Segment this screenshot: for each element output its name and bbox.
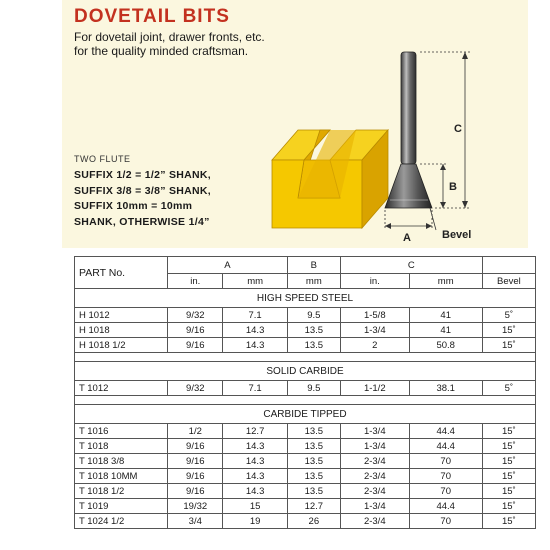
subheader-cell: mm xyxy=(287,274,340,289)
table-cell: 5˚ xyxy=(482,308,535,323)
table-cell: 1-3/4 xyxy=(340,424,409,439)
table-cell: 14.3 xyxy=(223,469,287,484)
table-cell: 9/32 xyxy=(168,308,223,323)
table-row xyxy=(75,514,536,529)
table-header-row xyxy=(75,257,536,274)
column-header-a: A xyxy=(168,257,288,274)
table-cell: 7.1 xyxy=(223,308,287,323)
column-header-b: B xyxy=(287,257,340,274)
table-cell: 9/16 xyxy=(168,484,223,499)
table-cell: 5˚ xyxy=(482,381,535,396)
product-description: For dovetail joint, drawer fronts, etc. for the quality minded craftsman. xyxy=(74,30,265,58)
table-cell: 9.5 xyxy=(287,308,340,323)
table-cell: 12.7 xyxy=(287,499,340,514)
section-heading-row xyxy=(75,405,536,424)
table-cell: 15˚ xyxy=(482,424,535,439)
part-number-cell: T 1016 xyxy=(75,424,168,439)
table-cell: 2-3/4 xyxy=(340,469,409,484)
flute-note: TWO FLUTE xyxy=(74,154,131,164)
table-cell: 1/2 xyxy=(168,424,223,439)
table-cell: 70 xyxy=(409,484,482,499)
table-cell: 9.5 xyxy=(287,381,340,396)
subheader-cell: Bevel xyxy=(482,274,535,289)
part-number-cell: T 1019 xyxy=(75,499,168,514)
table-cell: 1-1/2 xyxy=(340,381,409,396)
table-cell: 9/16 xyxy=(168,338,223,353)
router-bit-icon xyxy=(385,52,432,208)
bevel-label: Bevel xyxy=(442,229,472,241)
column-header-c: C xyxy=(340,257,482,274)
subheader-cell: in. xyxy=(340,274,409,289)
table-cell: 14.3 xyxy=(223,338,287,353)
section-spacer xyxy=(75,353,536,362)
section-heading: HIGH SPEED STEEL xyxy=(75,289,536,308)
suffix-notes xyxy=(74,168,211,230)
table-row xyxy=(75,338,536,353)
table-cell: 9/16 xyxy=(168,439,223,454)
table-row xyxy=(75,469,536,484)
table-cell: 15˚ xyxy=(482,514,535,529)
table-cell: 13.5 xyxy=(287,469,340,484)
table-row xyxy=(75,499,536,514)
table-cell: 15˚ xyxy=(482,323,535,338)
table-row xyxy=(75,424,536,439)
suffix-line: SUFFIX 1/2 = 1/2” SHANK, xyxy=(74,169,212,181)
table-cell: 2-3/4 xyxy=(340,514,409,529)
table-cell: 38.1 xyxy=(409,381,482,396)
table-row xyxy=(75,308,536,323)
table-cell: 70 xyxy=(409,514,482,529)
table-cell: 14.3 xyxy=(223,323,287,338)
table-cell: 41 xyxy=(409,323,482,338)
table-cell: 13.5 xyxy=(287,424,340,439)
table-cell: 1-3/4 xyxy=(340,323,409,338)
table-cell: 2-3/4 xyxy=(340,484,409,499)
wood-block xyxy=(272,130,388,228)
table-cell: 70 xyxy=(409,454,482,469)
table-cell: 13.5 xyxy=(287,338,340,353)
table-cell: 1-3/4 xyxy=(340,439,409,454)
table-row xyxy=(75,484,536,499)
part-number-cell: H 1012 xyxy=(75,308,168,323)
table-row xyxy=(75,323,536,338)
column-header-blank xyxy=(482,257,535,274)
table-cell: 44.4 xyxy=(409,424,482,439)
suffix-line: SHANK, OTHERWISE 1/4” xyxy=(74,215,210,228)
column-header-part: PART No. xyxy=(75,257,168,289)
part-number-cell: T 1024 1/2 xyxy=(75,514,168,529)
table-cell: 2-3/4 xyxy=(340,454,409,469)
table-cell: 15˚ xyxy=(482,338,535,353)
suffix-line: SUFFIX 3/8 = 3/8” SHANK, xyxy=(74,184,212,197)
table-cell: 9/16 xyxy=(168,454,223,469)
table-cell: 1-5/8 xyxy=(340,308,409,323)
table-row xyxy=(75,454,536,469)
table-cell: 15˚ xyxy=(482,454,535,469)
part-number-cell: H 1018 1/2 xyxy=(75,338,168,353)
table-cell: 50.8 xyxy=(409,338,482,353)
section-heading-row xyxy=(75,289,536,308)
table-cell: 15˚ xyxy=(482,484,535,499)
suffix-line: SUFFIX 10mm = 10mm xyxy=(74,200,193,212)
section-heading: SOLID CARBIDE xyxy=(75,362,536,381)
table-cell: 15˚ xyxy=(482,439,535,454)
part-number-cell: H 1018 xyxy=(75,323,168,338)
table-cell: 13.5 xyxy=(287,484,340,499)
table-cell: 13.5 xyxy=(287,454,340,469)
part-number-cell: T 1018 10MM xyxy=(75,469,168,484)
table-cell: 19/32 xyxy=(168,499,223,514)
table-cell: 7.1 xyxy=(223,381,287,396)
subheader-cell: mm xyxy=(409,274,482,289)
table-row xyxy=(75,381,536,396)
table-cell: 1-3/4 xyxy=(340,499,409,514)
part-number-cell: T 1012 xyxy=(75,381,168,396)
specifications-table xyxy=(74,256,536,529)
table-cell: 12.7 xyxy=(223,424,287,439)
table-cell: 13.5 xyxy=(287,439,340,454)
table-cell: 44.4 xyxy=(409,439,482,454)
table-row xyxy=(75,439,536,454)
table-cell: 9/16 xyxy=(168,469,223,484)
dimension-a-label: A xyxy=(403,232,411,244)
table-cell: 14.3 xyxy=(223,439,287,454)
table-cell: 44.4 xyxy=(409,499,482,514)
dimension-b-label: B xyxy=(449,181,457,193)
section-heading-row xyxy=(75,362,536,381)
dimension-c-label: C xyxy=(454,123,462,135)
section-heading: CARBIDE TIPPED xyxy=(75,405,536,424)
dovetail-bit-diagram xyxy=(270,30,515,245)
table-cell: 14.3 xyxy=(223,484,287,499)
table-cell: 70 xyxy=(409,469,482,484)
table-cell: 19 xyxy=(223,514,287,529)
table-cell: 2 xyxy=(340,338,409,353)
table-cell: 9/16 xyxy=(168,323,223,338)
table-cell: 26 xyxy=(287,514,340,529)
subheader-cell: in. xyxy=(168,274,223,289)
table-cell: 3/4 xyxy=(168,514,223,529)
table-cell: 9/32 xyxy=(168,381,223,396)
part-number-cell: T 1018 1/2 xyxy=(75,484,168,499)
part-number-cell: T 1018 xyxy=(75,439,168,454)
table-cell: 13.5 xyxy=(287,323,340,338)
page-title: DOVETAIL BITS xyxy=(74,6,230,27)
part-number-cell: T 1018 3/8 xyxy=(75,454,168,469)
table-cell: 41 xyxy=(409,308,482,323)
subheader-cell: mm xyxy=(223,274,287,289)
table-cell: 15˚ xyxy=(482,499,535,514)
table-cell: 15 xyxy=(223,499,287,514)
table-cell: 15˚ xyxy=(482,469,535,484)
table-cell: 14.3 xyxy=(223,454,287,469)
section-spacer xyxy=(75,396,536,405)
